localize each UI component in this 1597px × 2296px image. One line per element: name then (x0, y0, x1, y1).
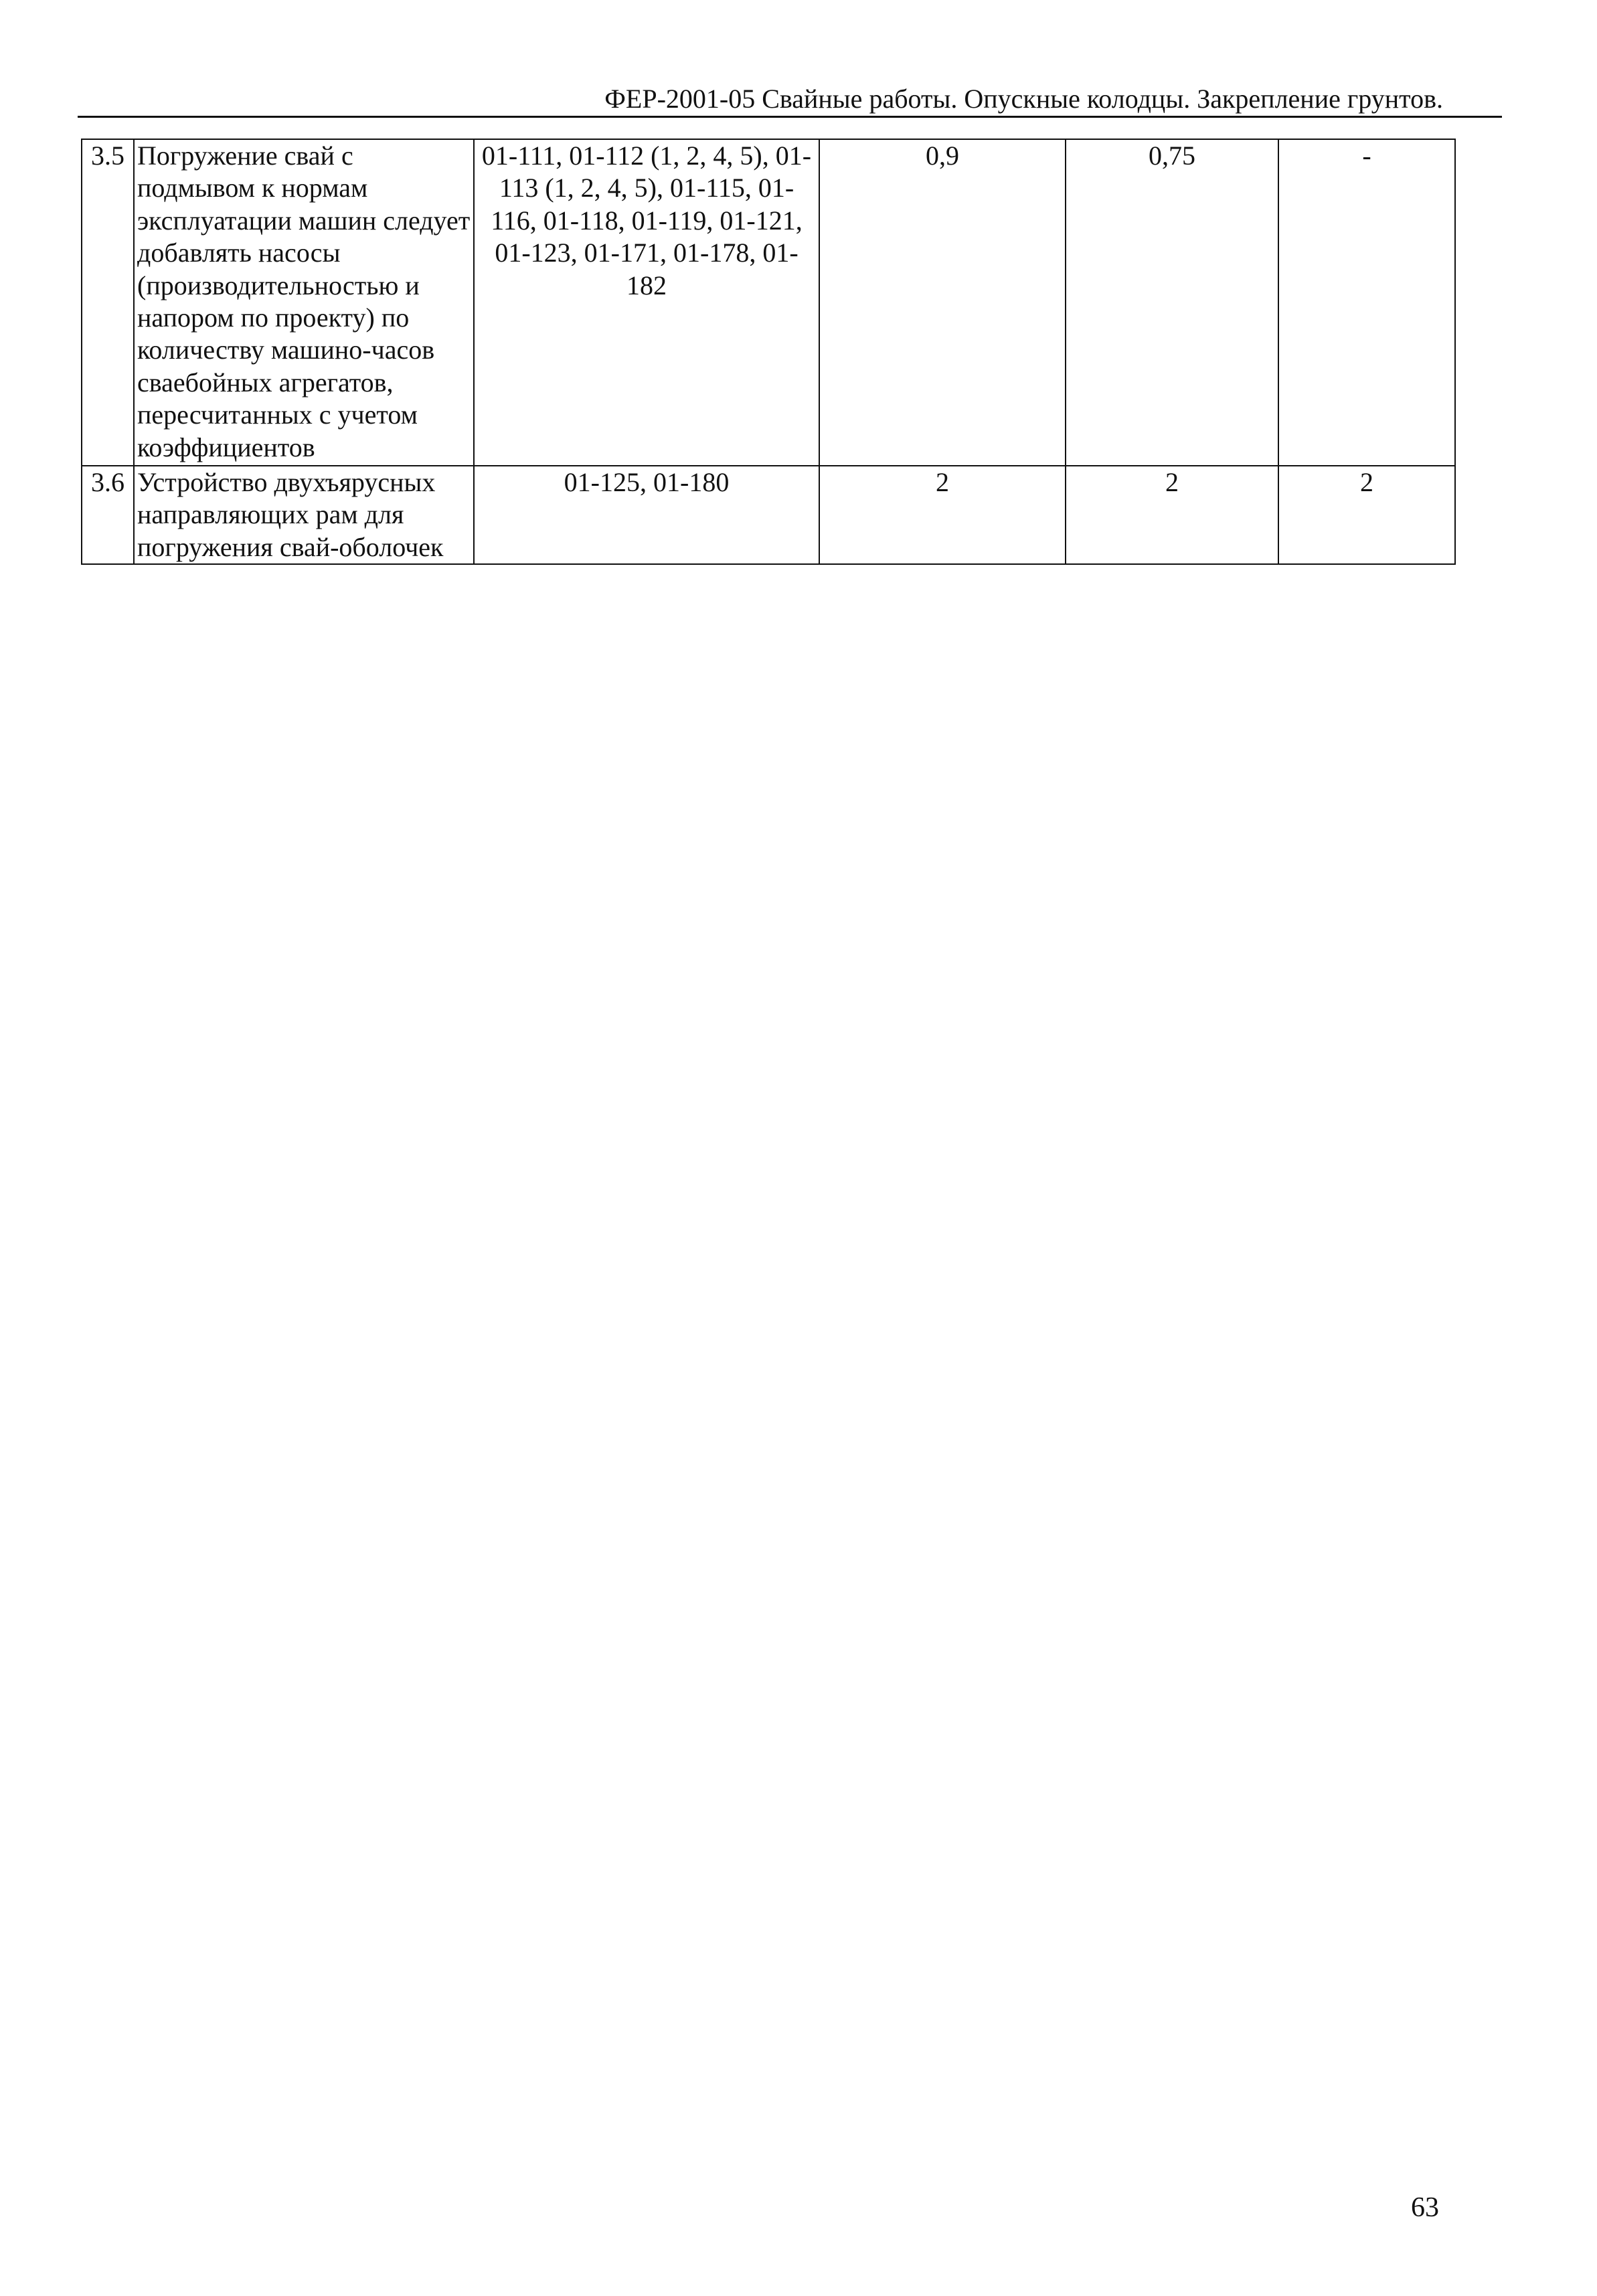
page-header-title: ФЕР-2001-05 Свайные работы. Опускные колодцы. Закрепление грунтов. (604, 84, 1443, 114)
coefficient-1-cell: 2 (819, 466, 1066, 564)
table-row-3-6 (82, 466, 1455, 564)
row-number-cell: 3.6 (82, 466, 134, 564)
norm-codes-cell: 01-125, 01-180 (474, 466, 819, 564)
coefficient-2-cell: 2 (1066, 466, 1278, 564)
page-header (78, 79, 1502, 118)
work-description-cell: Устройство двухъярусных направляющих рам для погружения свай-оболочек (134, 466, 474, 564)
coefficient-2-cell: 0,75 (1066, 139, 1278, 466)
table-row-3-5 (82, 139, 1455, 466)
coefficient-3-cell: 2 (1278, 466, 1455, 564)
row-number-cell: 3.5 (82, 139, 134, 466)
coefficients-table (81, 139, 1456, 565)
norm-codes-cell: 01-111, 01-112 (1, 2, 4, 5), 01-113 (1, 2, 4, 5), 01-115, 01-116, 01-118, 01-119, 01-121, 01-123, 01-171, 01-178, 01-182 (474, 139, 819, 466)
page-number: 63 (1411, 2192, 1439, 2223)
coefficient-3-cell: - (1278, 139, 1455, 466)
coefficient-1-cell: 0,9 (819, 139, 1066, 466)
work-description-cell: Погружение свай с подмывом к нормам эксплуатации машин следует добавлять насосы (производительностью и напором по проекту) по количеству машино-часов сваебойных агрегатов, пересчитанных с учетом коэффициентов (134, 139, 474, 466)
